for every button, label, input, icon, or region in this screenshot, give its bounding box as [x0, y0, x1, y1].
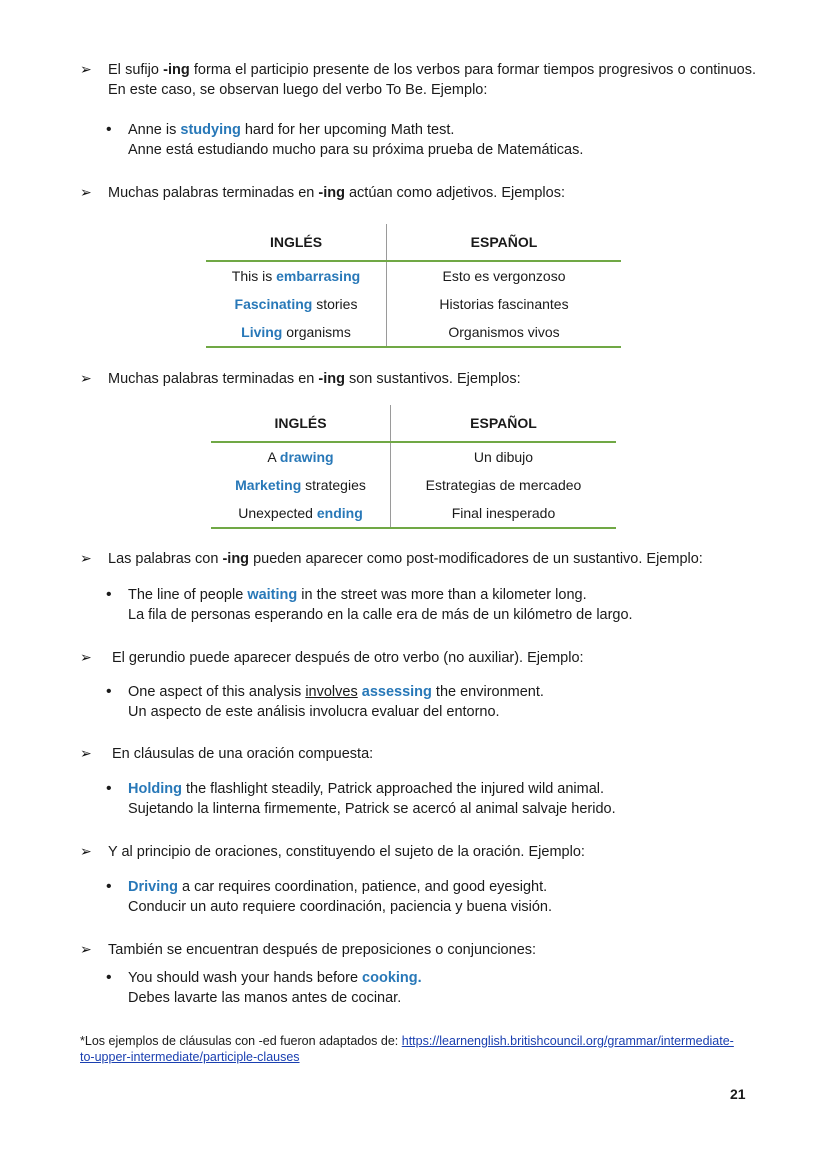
paragraph-prepositions: También se encuentran después de preposiciones o conjunciones:: [108, 942, 537, 958]
example-studying: Anne is studying hard for her upcoming Math test. Anne está estudiando mucho para su próxima prueba de Matemáticas.: [128, 122, 584, 158]
paragraph-nouns: Muchas palabras terminadas en -ing son sustantivos. Ejemplos:: [108, 371, 521, 387]
arrowhead-icon: ➢: [80, 184, 92, 200]
arrowhead-icon: ➢: [80, 550, 92, 566]
page-number: 21: [730, 1086, 746, 1102]
table-row: This is embarrasing Esto es vergonzoso: [206, 261, 621, 290]
source-link-continued[interactable]: to-upper-intermediate/participle-clauses: [80, 1050, 300, 1064]
bullet-icon: •: [106, 878, 112, 895]
example-cooking: You should wash your hands before cooking. Debes lavarte las manos antes de cocinar.: [128, 970, 422, 1006]
column-header-english: INGLÉS: [206, 224, 387, 261]
table-row: Marketing strategies Estrategias de mercadeo: [211, 471, 616, 499]
paragraph-sentence-subject: Y al principio de oraciones, constituyendo el sujeto de la oración. Ejemplo:: [108, 844, 585, 860]
column-header-spanish: ESPAÑOL: [470, 234, 538, 250]
arrowhead-icon: ➢: [80, 745, 92, 761]
table-row: Living organisms Organismos vivos: [206, 318, 621, 347]
table-header-row: [211, 405, 616, 442]
arrowhead-icon: ➢: [80, 370, 92, 386]
example-holding: Holding the flashlight steadily, Patrick approached the injured wild animal. Sujetando la linterna firmemente, Patrick se acercó al animal salvaje herido.: [128, 781, 616, 817]
bullet-icon: •: [106, 121, 112, 138]
paragraph-ing-suffix: El sufijo -ing forma el participio presente de los verbos para formar tiempos progresivos o continuos. En este caso, se observan luego del verbo To Be. Ejemplo:: [108, 62, 756, 98]
column-header-english: INGLÉS: [211, 405, 391, 442]
paragraph-adjectives: Muchas palabras terminadas en -ing actúan como adjetivos. Ejemplos:: [108, 185, 565, 201]
table-row: A drawing Un dibujo: [211, 442, 616, 471]
source-link[interactable]: https://learnenglish.britishcouncil.org/grammar/intermediate-: [401, 1034, 734, 1048]
bullet-icon: •: [106, 586, 112, 603]
nouns-table: [211, 405, 616, 529]
adjectives-table: [206, 224, 621, 348]
bullet-icon: •: [106, 969, 112, 986]
paragraph-gerund-after-verb: El gerundio puede aparecer después de otro verbo (no auxiliar). Ejemplo:: [112, 650, 584, 666]
bullet-icon: •: [106, 780, 112, 797]
paragraph-compound-clauses: En cláusulas de una oración compuesta:: [112, 746, 374, 762]
arrowhead-icon: ➢: [80, 61, 92, 77]
footnote: *Los ejemplos de cláusulas con -ed fueron adaptados de: https://learnenglish.britishcouncil.org/grammar/intermediate- to-upper-intermediate/participle-clauses: [80, 1034, 734, 1064]
column-header-spanish: ESPAÑOL: [470, 415, 537, 431]
example-driving: Driving a car requires coordination, patience, and good eyesight. Conducir un auto requiere coordinación, paciencia y buena visión.: [128, 879, 552, 915]
table-header-row: [206, 224, 621, 261]
example-assessing: One aspect of this analysis involves assessing the environment. Un aspecto de este análisis involucra evaluar del entorno.: [128, 684, 544, 720]
table-row: Unexpected ending Final inesperado: [211, 499, 616, 528]
arrowhead-icon: ➢: [80, 843, 92, 859]
arrowhead-icon: ➢: [80, 649, 92, 665]
example-waiting: The line of people waiting in the street was more than a kilometer long. La fila de personas esperando en la calle era de más de un kilómetro de largo.: [128, 587, 633, 623]
bullet-icon: •: [106, 683, 112, 700]
paragraph-post-modifiers: Las palabras con -ing pueden aparecer como post-modificadores de un sustantivo. Ejemplo:: [108, 551, 703, 567]
table-row: Fascinating stories Historias fascinantes: [206, 290, 621, 318]
arrowhead-icon: ➢: [80, 941, 92, 957]
